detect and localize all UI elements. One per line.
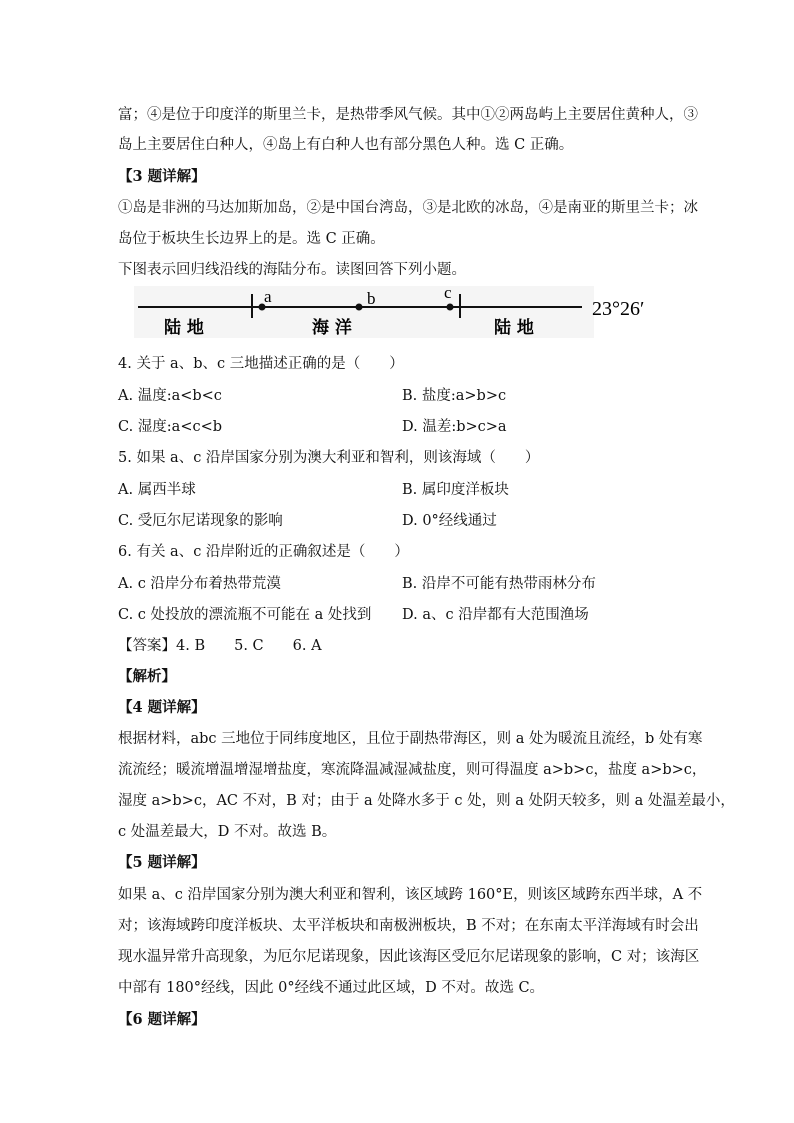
- paragraph-line: 对；该海域跨印度洋板块、太平洋板块和南极洲板块，B 不对；在东南太平洋海域有时会出: [118, 918, 699, 934]
- ocean-label: 海 洋: [312, 318, 352, 338]
- q5-option-a: A. 属西半球: [118, 482, 196, 498]
- question-5-stem: 5. 如果 a、c 沿岸国家分别为澳大利亚和智利，则该海域（ ）: [118, 450, 540, 466]
- paragraph-line: 岛位于板块生长边界上的是。选 C 正确。: [118, 231, 385, 247]
- q6-option-b: B. 沿岸不可能有热带雨林分布: [402, 576, 596, 592]
- paragraph-line: 岛上主要居住白种人，④岛上有白种人也有部分黑色人种。选 C 正确。: [118, 137, 574, 153]
- paragraph-line: 根据材料，abc 三地位于同纬度地区，且位于副热带海区，则 a 处为暖流且流经，b 处有寒: [118, 731, 703, 747]
- paragraph-line: 富；④是位于印度洋的斯里兰卡，是热带季风气候。其中①②两岛屿上主要居住黄种人，③: [118, 107, 698, 123]
- analysis-heading: 【解析】: [118, 668, 176, 685]
- latitude-label: 23°26′: [592, 298, 645, 320]
- question-6-stem: 6. 有关 a、c 沿岸附近的正确叙述是（ ）: [118, 544, 409, 560]
- paragraph-line: ①岛是非洲的马达加斯加岛，②是中国台湾岛，③是北欧的冰岛，④是南亚的斯里兰卡；冰: [118, 200, 698, 216]
- q4-option-c: C. 湿度:a<c<b: [118, 419, 223, 435]
- land-right-label: 陆 地: [494, 318, 534, 338]
- figure-intro: 下图表示回归线沿线的海陆分布。读图回答下列小题。: [118, 262, 466, 278]
- point-c-dot: [447, 304, 454, 311]
- q5-option-c: C. 受厄尔尼诺现象的影响: [118, 513, 283, 529]
- point-b-dot: [356, 304, 363, 311]
- q4-option-d: D. 温差:b>c>a: [402, 419, 507, 435]
- section-heading-q6: 【6 题详解】: [118, 1011, 206, 1028]
- sea-land-diagram: [134, 282, 674, 342]
- q5-option-b: B. 属印度洋板块: [402, 482, 509, 498]
- point-c-label: c: [444, 283, 452, 302]
- q4-option-b: B. 盐度:a>b>c: [402, 388, 507, 404]
- q6-option-a: A. c 沿岸分布着热带荒漠: [118, 576, 281, 592]
- paragraph-line: 现水温异常升高现象，为厄尔尼诺现象，因此该海区受厄尔尼诺现象的影响，C 对；该海区: [118, 949, 700, 965]
- point-a-label: a: [264, 287, 272, 306]
- paragraph-line: c 处温差最大，D 不对。故选 B。: [118, 824, 337, 840]
- section-heading-q4: 【4 题详解】: [118, 699, 206, 716]
- paragraph-line: 如果 a、c 沿岸国家分别为澳大利亚和智利，该区域跨 160°E，则该区域跨东西半球，A 不: [118, 887, 703, 903]
- point-b-label: b: [367, 289, 376, 308]
- answer-key: 【答案】4. B 5. C 6. A: [118, 638, 322, 654]
- paragraph-line: 中部有 180°经线，因此 0°经线不通过此区域，D 不对。故选 C。: [118, 980, 545, 996]
- land-left-label: 陆 地: [164, 318, 204, 338]
- q6-option-d: D. a、c 沿岸都有大范围渔场: [402, 607, 589, 623]
- question-4-stem: 4. 关于 a、b、c 三地描述正确的是（ ）: [118, 356, 404, 372]
- paragraph-line: 湿度 a>b>c，AC 不对，B 对；由于 a 处降水多于 c 处，则 a 处阴天较多，则 a 处温差最小，: [118, 793, 735, 809]
- q5-option-d: D. 0°经线通过: [402, 513, 497, 529]
- section-heading-q3: 【3 题详解】: [118, 168, 206, 185]
- q4-option-a: A. 温度:a<b<c: [118, 388, 222, 404]
- section-heading-q5: 【5 题详解】: [118, 854, 206, 871]
- paragraph-line: 流流经；暖流增温增湿增盐度，寒流降温减湿减盐度，则可得温度 a>b>c，盐度 a>b>c，: [118, 762, 707, 778]
- q6-option-c: C. c 处投放的漂流瓶不可能在 a 处找到: [118, 607, 372, 623]
